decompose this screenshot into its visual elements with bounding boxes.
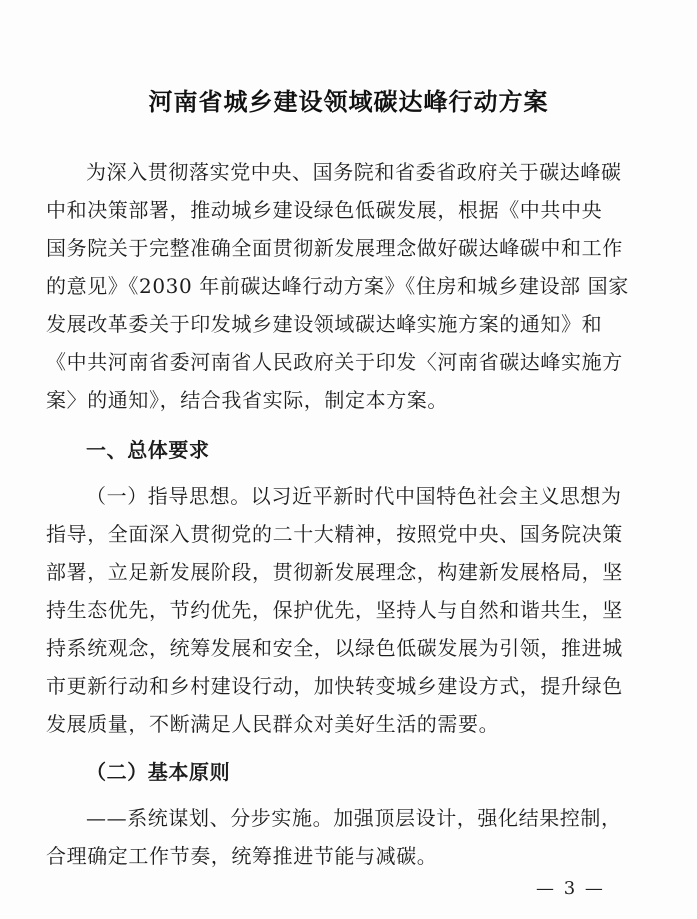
guiding-line: 部署，立足新发展阶段，贯彻新发展理念，构建新发展格局，坚	[46, 560, 623, 584]
principle-line: ——系统谋划、分步实施。加强顶层设计，强化结果控制，	[86, 806, 622, 830]
intro-line: 为深入贯彻落实党中央、国务院和省委省政府关于碳达峰碳	[86, 160, 622, 184]
intro-line: 中和决策部署，推动城乡建设绿色低碳发展，根据《中共中央	[46, 198, 603, 222]
intro-line: 案〉的通知》，结合我省实际，制定本方案。	[46, 388, 448, 412]
intro-line: 《中共河南省委河南省人民政府关于印发〈河南省碳达峰实施方	[46, 350, 623, 374]
intro-line: 发展改革委关于印发城乡建设领域碳达峰实施方案的通知》和	[46, 312, 603, 336]
principles-heading: （二）基本原则	[86, 760, 231, 784]
guiding-line: 发展质量，不断满足人民群众对美好生活的需要。	[46, 712, 500, 736]
section-heading: 一、总体要求	[86, 438, 210, 462]
principle-line: 合理确定工作节奏，统筹推进节能与减碳。	[46, 844, 438, 868]
document-title: 河南省城乡建设领域碳达峰行动方案	[148, 88, 549, 116]
guiding-line: 持系统观念，统筹发展和安全，以绿色低碳发展为引领，推进城	[46, 636, 623, 660]
page-number: — 3 —	[536, 878, 605, 899]
intro-line: 的意见》《2030 年前碳达峰行动方案》《住房和城乡建设部 国家	[46, 274, 629, 298]
guiding-line: 市更新行动和乡村建设行动，加快转变城乡建设方式，提升绿色	[46, 674, 623, 698]
guiding-line: 持生态优先，节约优先，保护优先，坚持人与自然和谐共生，坚	[46, 598, 623, 622]
guiding-line: 指导，全面深入贯彻党的二十大精神，按照党中央、国务院决策	[46, 522, 623, 546]
guiding-line: （一）指导思想。以习近平新时代中国特色社会主义思想为	[86, 484, 622, 508]
intro-line: 国务院关于完整准确全面贯彻新发展理念做好碳达峰碳中和工作	[46, 236, 623, 260]
